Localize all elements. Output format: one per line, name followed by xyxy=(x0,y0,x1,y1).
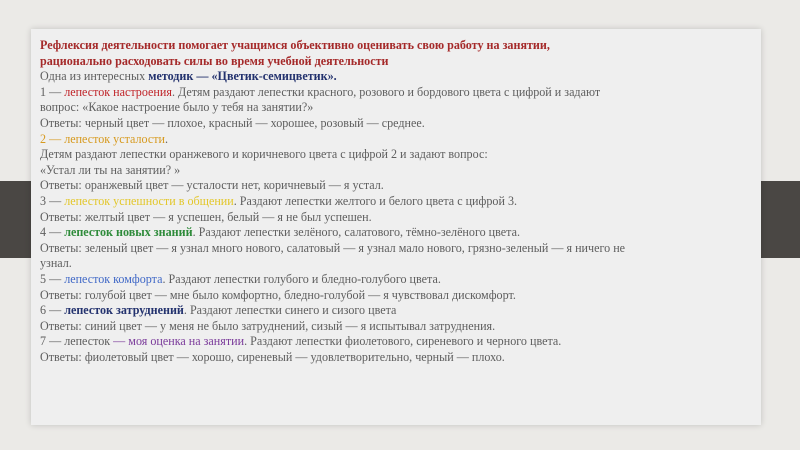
petal-1-description: . Детям раздают лепестки красного, розового и бордового цвета с цифрой и задают xyxy=(171,84,601,99)
petal-2-description: . xyxy=(165,131,169,146)
petal-4-line xyxy=(40,225,756,241)
heading-line-1: Рефлексия деятельности помогает учащимся объективно оценивать свою работу на занятии, xyxy=(40,38,550,52)
petal-1-question: вопрос: «Какое настроение было у тебя на занятии?» xyxy=(40,100,314,115)
intro-text: Одна из интересных xyxy=(40,69,149,84)
petal-7-line xyxy=(40,334,756,350)
petal-6-number: 6 — xyxy=(40,303,65,318)
petal-4-answers-2: узнал. xyxy=(40,256,72,271)
petal-2-question-2: «Устал ли ты на занятии? » xyxy=(40,162,181,177)
petal-7-number: 7 — лепесток xyxy=(40,334,114,349)
heading-line-2: рационально расходовать силы во время учебной деятельности xyxy=(40,53,389,68)
petal-2-answers: Ответы: оранжевый цвет — усталости нет, коричневый — я устал. xyxy=(40,178,384,193)
petal-2-name: лепесток усталости xyxy=(64,131,166,146)
petal-3-description: . Раздают лепестки желтого и белого цвета с цифрой 3. xyxy=(233,193,518,208)
method-name: методик — «Цветик-семицветик». xyxy=(148,69,337,84)
petal-6-answers: Ответы: синий цвет — у меня не было затруднений, сизый — я испытывал затруднения. xyxy=(40,318,496,333)
petal-6-name: лепесток затруднений xyxy=(64,303,184,318)
intro-line xyxy=(40,69,756,85)
petal-7-answers: Ответы: фиолетовый цвет — хорошо, сиреневый — удовлетворительно, черный — плохо. xyxy=(40,349,505,364)
petal-6-description: . Раздают лепестки синего и сизого цвета xyxy=(183,303,397,318)
petal-6-line xyxy=(40,303,756,319)
petal-5-answers: Ответы: голубой цвет — мне было комфортно, бледно-голубой — я чувствовал дискомфорт. xyxy=(40,287,516,302)
petal-4-description: . Раздают лепестки зелёного, салатового, тёмно-зелёного цвета. xyxy=(192,225,520,240)
petal-3-answers: Ответы: желтый цвет — я успешен, белый — я не был успешен. xyxy=(40,209,372,224)
petal-4-number: 4 — xyxy=(40,225,65,240)
petal-3-line xyxy=(40,194,756,210)
petal-5-line xyxy=(40,272,756,288)
petal-3-name: лепесток успешности в общении xyxy=(64,193,234,208)
petal-1-answers: Ответы: черный цвет — плохое, красный — хорошее, розовый — среднее. xyxy=(40,115,425,130)
petal-7-name: — моя оценка на занятии xyxy=(113,334,245,349)
petal-1-line xyxy=(40,85,756,101)
petal-3-number: 3 — xyxy=(40,193,65,208)
petal-4-answers: Ответы: зеленый цвет — я узнал много нового, салатовый — я узнал мало нового, грязно-зеленый — я ничего не xyxy=(40,240,626,255)
slide-text xyxy=(40,38,756,365)
petal-2-line xyxy=(40,132,756,148)
petal-1-number: 1 — xyxy=(40,84,65,99)
petal-2-number: 2 — xyxy=(40,131,65,146)
petal-5-description: . Раздают лепестки голубого и бледно-голубого цвета. xyxy=(162,271,441,286)
petal-7-description: . Раздают лепестки фиолетового, сиреневого и черного цвета. xyxy=(244,334,562,349)
petal-5-number: 5 — xyxy=(40,271,65,286)
petal-5-name: лепесток комфорта xyxy=(64,271,163,286)
petal-4-name: лепесток новых знаний xyxy=(64,225,193,240)
petal-1-name: лепесток настроения xyxy=(64,84,172,99)
petal-2-question: Детям раздают лепестки оранжевого и коричневого цвета с цифрой 2 и задают вопрос: xyxy=(40,147,488,162)
